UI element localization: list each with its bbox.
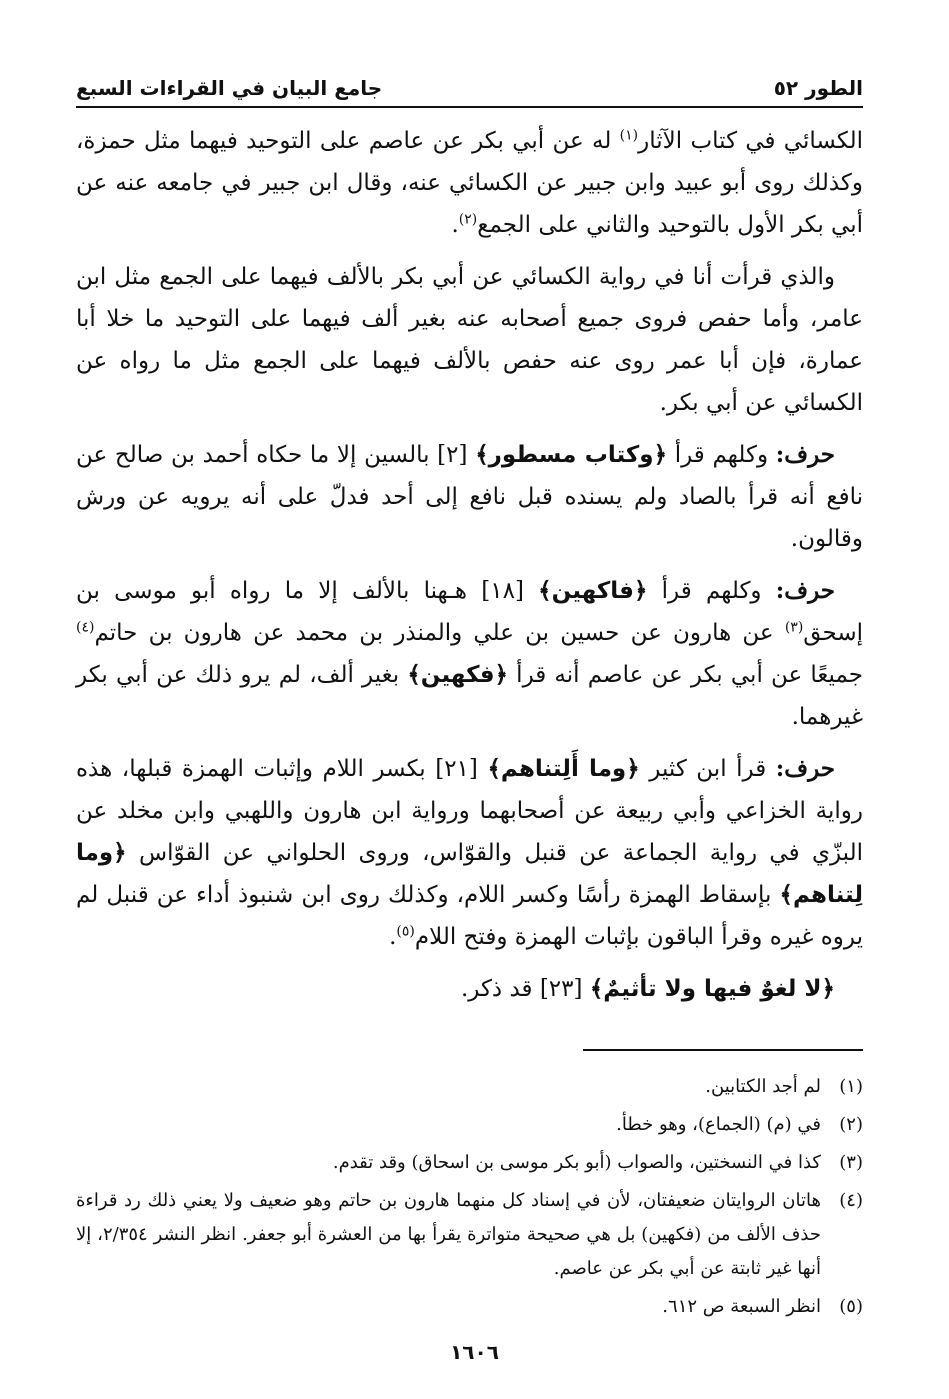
- footnote-divider: [583, 1049, 863, 1051]
- text-run: .: [389, 924, 397, 950]
- text-run: [١٨] هـهنا بالألف إلا ما رواه أبو موسى بن إسحق: [76, 578, 863, 646]
- footnote-3: [76, 1146, 863, 1180]
- footnote-text: انظر السبعة ص ٦١٢.: [662, 1296, 821, 1317]
- paragraph-3: [76, 434, 863, 560]
- paragraph-4: [76, 570, 863, 738]
- text-run: [٢١] بكسر اللام وإثبات الهمزة قبلها، هذه رواية الخزاعي وأبي ربيعة عن أصحابهما ورواية ابن هارون واللهبي وابن مخلد عن البزّي في رواية الجماعة عن قنبل والقوّاس، وروى الحلواني عن القوّاس: [76, 756, 863, 866]
- text-run: بإسقاط الهمزة رأسًا وكسر اللام، وكذلك روى ابن شنبوذ أداء عن قنبل لم يروه غيره وقرأ الباقون بإثبات الهمزة وفتح اللام: [76, 882, 863, 950]
- quran-quote: ﴿فكهين﴾: [407, 662, 508, 688]
- text-run: له عن أبي بكر عن عاصم على التوحيد فيهما مثل حمزة، وكذلك روى أبو عبيد وابن جبير عن الكسائي عنه، وقال ابن جبير في جامعه عنه عن أبي بكر الأول بالتوحيد والثاني على الجمع: [76, 128, 863, 238]
- section-keyword: حرف:: [775, 577, 836, 604]
- text-run: جميعًا عن أبي بكر عن عاصم أنه قرأ: [508, 662, 863, 688]
- quran-quote: ﴿وما أَلِتناهم﴾: [487, 756, 640, 782]
- text-run: [٢] بالسين إلا ما حكاه أحمد بن صالح عن نافع أنه قرأ بالصاد ولم يسنده قبل نافع إلى أحد فدلّ على أنه يرويه عن ورش وقالون.: [76, 442, 863, 552]
- section-keyword: حرف:: [775, 755, 835, 782]
- section-keyword: حرف:: [775, 441, 836, 468]
- footnote-ref-2: (٢): [458, 211, 478, 228]
- quran-quote: ﴿لا لغوٌ فيها ولا تأثيمٌ﴾: [589, 976, 835, 1002]
- footnote-number: (٣): [839, 1152, 863, 1173]
- paragraph-1: [76, 120, 863, 246]
- text-run: .: [451, 212, 459, 238]
- footnote-text: لم أجد الكتابين.: [705, 1076, 821, 1097]
- running-header: [76, 68, 863, 108]
- footnote-ref-4: (٤): [76, 619, 95, 636]
- footnote-number: (٢): [839, 1114, 863, 1135]
- footnote-number: (٥): [839, 1296, 863, 1317]
- header-surah-reference: الطور ٥٢: [773, 76, 863, 100]
- footnote-ref-5: (٥): [396, 923, 415, 940]
- quran-quote: ﴿وما لِتناهم﴾: [76, 840, 863, 908]
- footnote-ref-3: (٣): [784, 619, 804, 636]
- footnote-5: [76, 1290, 863, 1324]
- text-run: قرأ ابن كثير: [639, 756, 776, 782]
- text-run: الكسائي في كتاب الآثار: [638, 128, 863, 154]
- header-book-title: جامع البيان في القراءات السبع: [76, 76, 383, 100]
- text-run: [٢٣] قد ذكر.: [460, 976, 590, 1002]
- footnote-text: هاتان الروايتان ضعيفتان، لأن في إسناد كل منهما هارون بن حاتم وهو ضعيف ولا يعني ذلك رد قراءة حذف الألف من (فكهين) بل هي صحيحة متواترة يقرأ بها من العشرة أبو جعفر. انظر النشر ٢/٣٥٤، إلا أنها غير ثابتة عن أبي بكر عن عاصم.: [76, 1190, 821, 1279]
- text-run: وكلهم قرأ: [667, 442, 776, 468]
- text-run: وكلهم قرأ: [647, 578, 776, 604]
- footnote-1: [76, 1070, 863, 1104]
- footnote-ref-1: (١): [619, 127, 639, 144]
- footnote-2: [76, 1108, 863, 1142]
- paragraph-2: والذي قرأت أنا في رواية الكسائي عن أبي بكر بالألف فيهما على الجمع مثل ابن عامر، وأما حفص فروى جميع أصحابه عنه بغير ألف فيهما على التوحيد ما خلا أبا عمارة، فإن أبا عمر روى عنه حفص بالألف فيهما على الجمع مثل ما رواه عن الكسائي عن أبي بكر.: [76, 264, 863, 416]
- footnote-text: كذا في النسختين، والصواب (أبو بكر موسى بن اسحاق) وقد تقدم.: [332, 1152, 821, 1173]
- footnote-text: في (م) (الجماع)، وهو خطأ.: [616, 1114, 821, 1135]
- quran-quote: ﴿فاكهين﴾: [538, 578, 648, 604]
- text-run: عن هارون عن حسين بن علي والمنذر بن محمد عن هارون بن حاتم: [94, 620, 785, 646]
- text-run: بغير ألف، لم يرو ذلك عن أبي بكر غيرهما.: [76, 662, 863, 730]
- footnote-4: [76, 1184, 863, 1286]
- paragraph-6: [76, 968, 863, 1010]
- quran-quote: ﴿وكتاب مسطور﴾: [475, 442, 668, 468]
- footnote-number: (٤): [839, 1190, 863, 1211]
- main-text: [76, 120, 863, 1020]
- page-number: ١٦٠٦: [450, 1340, 499, 1364]
- footnotes: [76, 1070, 863, 1328]
- footnote-number: (١): [839, 1076, 863, 1097]
- paragraph-5: [76, 748, 863, 958]
